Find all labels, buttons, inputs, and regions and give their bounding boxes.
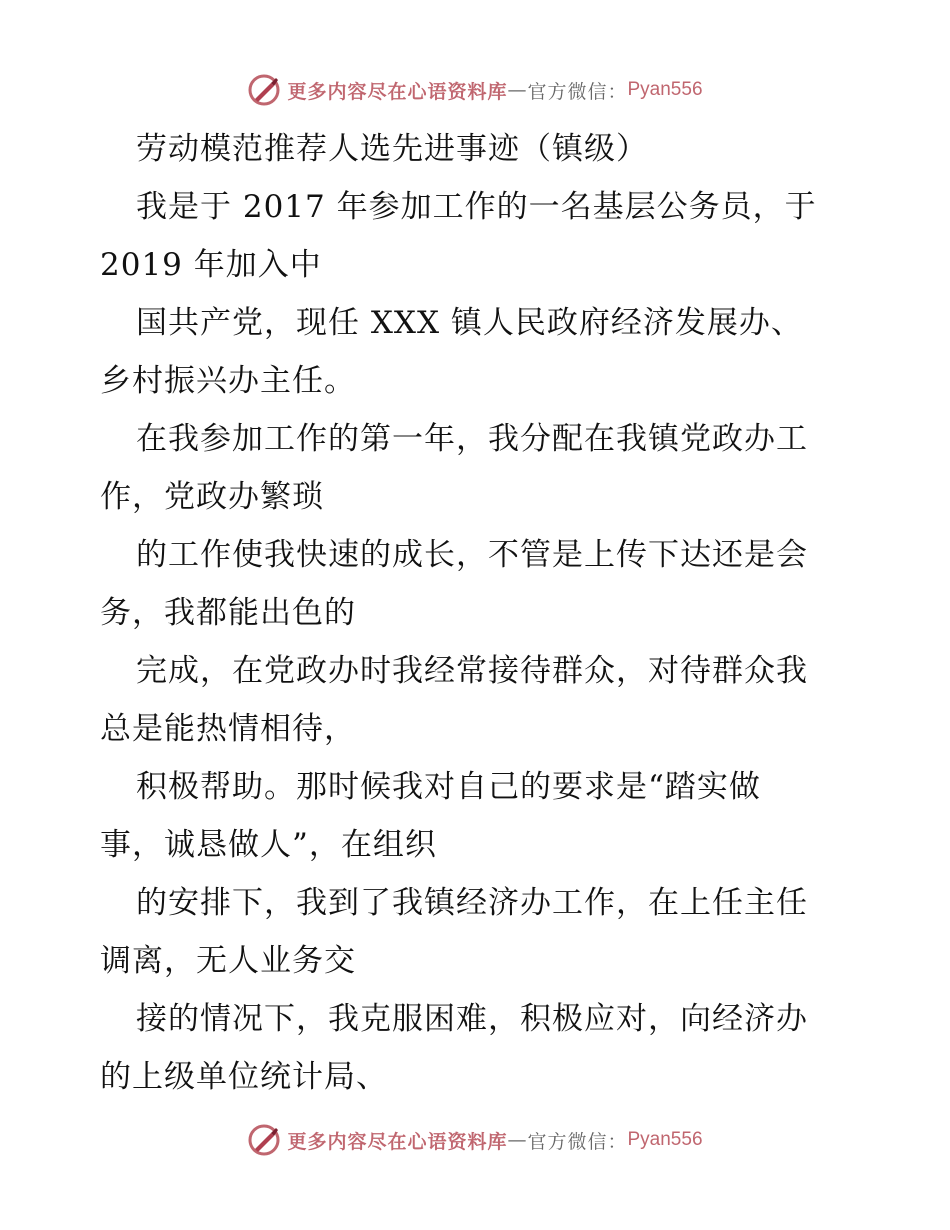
paragraph-line: 总是能热情相待， (100, 711, 356, 747)
watermark-brand: 更多内容尽在心语资料库 (287, 80, 508, 103)
watermark-handle: Pyan556 (627, 1129, 703, 1150)
watermark-official: 官方微信： (527, 80, 628, 103)
watermark-separator: — (507, 79, 528, 101)
document-body (100, 120, 860, 1106)
paragraph-line: 积极帮助。那时候我对自己的要求是“踏实做 (136, 769, 761, 805)
paragraph-line: 2019 年加入中 (100, 247, 322, 283)
paragraph-line: 调离，无人业务交 (100, 943, 356, 979)
paragraph-line: 事，诚恳做人”，在组织 (100, 827, 437, 863)
pen-logo-icon (247, 1123, 281, 1157)
watermark-banner-top (0, 70, 950, 110)
paragraph-line: 完成，在党政办时我经常接待群众，对待群众我 (136, 653, 808, 689)
paragraph-line: 的安排下，我到了我镇经济办工作，在上任主任 (136, 885, 808, 921)
watermark-banner-bottom (0, 1120, 950, 1160)
watermark-handle: Pyan556 (627, 79, 703, 100)
watermark-brand: 更多内容尽在心语资料库 (287, 1130, 508, 1153)
paragraph-line: 乡村振兴办主任。 (100, 363, 356, 399)
paragraph-line: 的工作使我快速的成长，不管是上传下达还是会 (136, 537, 808, 573)
paragraph-line: 的上级单位统计局、 (100, 1059, 388, 1095)
watermark-separator: — (507, 1129, 528, 1151)
paragraph-line: 在我参加工作的第一年，我分配在我镇党政办工 (136, 421, 808, 457)
paragraph-line: 接的情况下，我克服困难，积极应对，向经济办 (136, 1001, 808, 1037)
document-title: 劳动模范推荐人选先进事迹（镇级） (136, 131, 648, 167)
paragraph-line: 务，我都能出色的 (100, 595, 356, 631)
paragraph-line: 作，党政办繁琐 (100, 479, 324, 515)
paragraph-line: 我是于 2017 年参加工作的一名基层公务员，于 (136, 189, 817, 225)
paragraph-line: 国共产党，现任 XXX 镇人民政府经济发展办、 (136, 305, 803, 341)
watermark-official: 官方微信： (527, 1130, 628, 1153)
pen-logo-icon (247, 73, 281, 107)
